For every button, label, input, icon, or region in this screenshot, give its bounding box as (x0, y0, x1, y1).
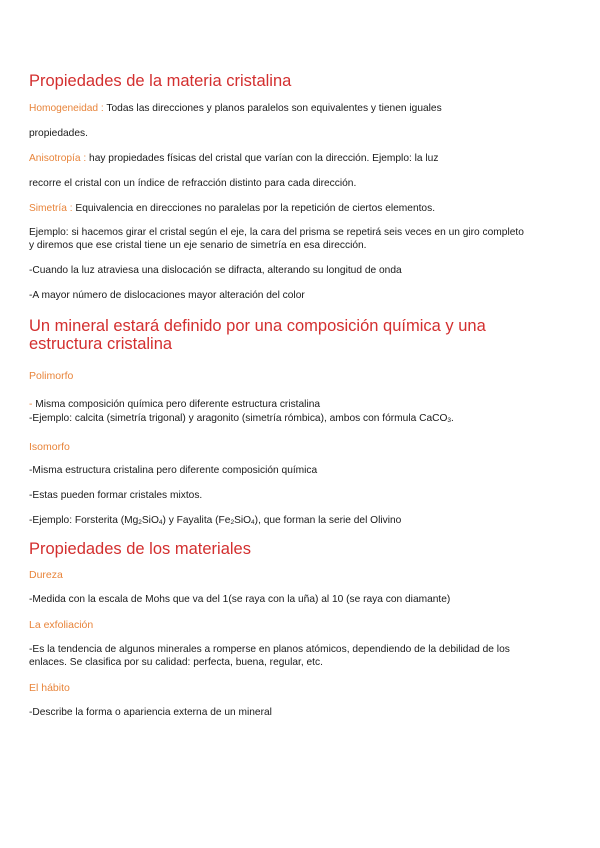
section-title-materia-cristalina: Propiedades de la materia cristalina (29, 72, 292, 90)
formula-subscript: 3 (447, 417, 452, 424)
formula-subscript: 4 (158, 519, 163, 526)
formula-subscript: 4 (251, 519, 255, 526)
isomorfo-example-a: -Ejemplo: Forsterita (Mg (29, 515, 139, 526)
isomorfo-example-b: SiO (141, 515, 159, 526)
anisotropia-text: hay propiedades físicas del cristal que varían con la dirección. Ejemplo: la luz (86, 153, 439, 164)
anisotropia-continuation: recorre el cristal con un índice de refracción distinto para cada dirección. (29, 178, 357, 189)
isomorfo-example-d: SiO (234, 515, 252, 526)
dureza-text: -Medida con la escala de Mohs que va del 1(se raya con la uña) al 10 (se raya con diamante) (29, 594, 451, 605)
polimorfo-example-text: -Ejemplo: calcita (simetría trigonal) y aragonito (simetría rómbica), ambos con fórmula CaCO (29, 413, 448, 424)
anisotropia-term: Anisotropía : (29, 153, 87, 164)
simetria-text: Equivalencia en direcciones no paralelas por la repetición de ciertos elementos. (72, 203, 436, 214)
isomorfo-line2: -Estas pueden formar cristales mixtos. (29, 490, 203, 501)
homogeneidad-continuation: propiedades. (29, 128, 88, 139)
isomorfo-example-e: ), que forman la serie del Olivino (254, 515, 402, 526)
section-title-mineral: Un mineral estará definido por una composición química y una estructura cristalina (29, 317, 486, 353)
homogeneidad-term: Homogeneidad : (29, 103, 104, 114)
formula-subscript: 2 (138, 519, 142, 526)
dislocaciones-color-text: -A mayor número de dislocaciones mayor alteración del color (29, 290, 305, 301)
polimorfo-line2 (29, 413, 529, 426)
dislocacion-text: -Cuando la luz atraviesa una dislocación se difracta, alterando su longitud de onda (29, 265, 402, 276)
homogeneidad-paragraph (29, 103, 529, 116)
polimorfo-dash: - (29, 399, 33, 410)
simetria-paragraph (29, 203, 529, 216)
isomorfo-example-c: ) y Fayalita (Fe (162, 515, 231, 526)
habito-heading: El hábito (29, 682, 70, 694)
section-title-materiales: Propiedades de los materiales (29, 540, 251, 558)
habito-text: -Describe la forma o apariencia externa de un mineral (29, 707, 272, 718)
formula-subscript: 2 (230, 519, 235, 526)
isomorfo-heading: Isomorfo (29, 441, 70, 453)
simetria-term: Simetría : (29, 203, 73, 214)
dureza-heading: Dureza (29, 569, 63, 581)
isomorfo-line1: -Misma estructura cristalina pero diferente composición química (29, 465, 318, 476)
homogeneidad-text: Todas las direcciones y planos paralelos son equivalentes y tienen iguales (103, 103, 442, 114)
polimorfo-heading: Polimorfo (29, 370, 74, 382)
anisotropia-paragraph (29, 153, 529, 166)
polimorfo-example-end: . (451, 413, 454, 424)
isomorfo-line3 (29, 515, 529, 528)
polimorfo-line1 (29, 399, 529, 412)
exfoliacion-heading: La exfoliación (29, 619, 94, 631)
polimorfo-line1-text: Misma composición química pero diferente estructura cristalina (32, 399, 321, 410)
exfoliacion-text: -Es la tendencia de algunos minerales a romperse en planos atómicos, dependiendo de la debilidad de los enlaces. Se clasifica por su calidad: perfecta, buena, regular, etc. (29, 644, 510, 668)
simetria-example: Ejemplo: si hacemos girar el cristal según el eje, la cara del prisma se repetirá seis veces en un giro completo y diremos que ese cristal tiene un eje senario de simetría en esa dirección. (29, 227, 524, 251)
